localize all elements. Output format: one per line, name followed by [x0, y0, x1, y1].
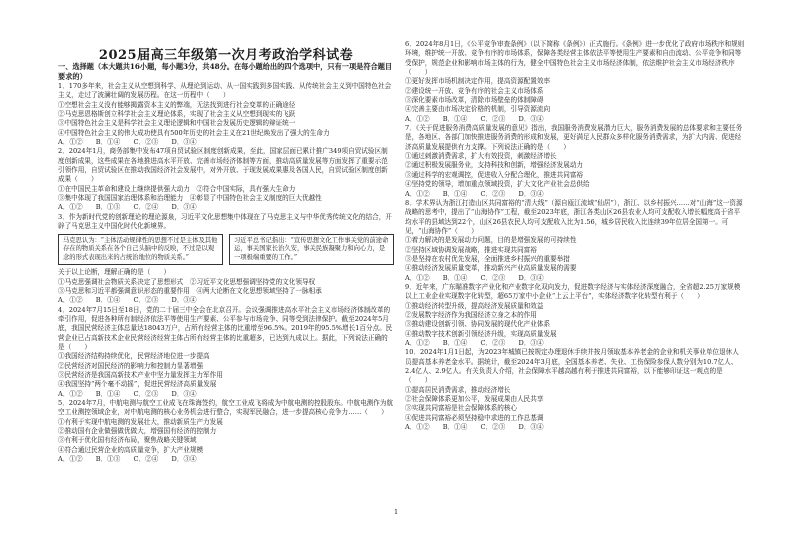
answer-choices: A．①② B．①③ C．②④ D．③④ — [58, 203, 197, 212]
answer-choices: A．①② B．①④ C．②③ D．③④ — [405, 114, 544, 123]
option-line: ②马克思恩格斯创立科学社会主义理论体系，实现了社会主义从空想到现实的飞跃 — [58, 110, 296, 119]
question-line: 7．《关于促进服务消费高质量发展的意见》指出，我国服务消费发展潜力巨大，服务消费发展的总体要求和主要任务是，各地区、各部门加快推进服务消费的形成和发展，更好满足人民群众多样化服务消费需求，为扩大内需、促进经济高质量发展提供有力支撑。下列说法正确的是（ ） — [405, 124, 743, 151]
answer-choices: A．①② B．①③ C．②④ D．③④ — [58, 455, 197, 464]
question-line: 6．2024年8月1日，《公平竞争审查条例》（以下简称《条例》）正式施行。《条例》进一步优化了政府市场秩序和规则环境，维护统一开放、竞争有序的市场体系，保障各类经营主体依法平等使用生产要素和自由流动、公平竞争和同等受保护，规范企业和影响市场主体的行为，健全中国特色社会主义市场经济体制，依法维护社会主义市场经济秩序（ ） — [405, 40, 745, 77]
question-line: 2．2024年1月，商务部集中发布47项自贸试验区制度创新成果，至此，国家层面已累计推广349项自贸试验区制度创新成果，这些成果在各地推进高水平开放、完善市场经济体制等方面，推动高质量发展等方面发挥了重要示范引领作用，自贸试验区在推动我国经济社会发展中，对外开放、于现发展成果惠及各国人民，自贸试验区制度创新成果（ ） — [58, 147, 388, 184]
answer-choices: A．①② B．①④ C．②③ D．③④ — [58, 296, 197, 305]
question-line: 8．学术界认为浙江打造山区共同富裕的“清大线”（源自瓯江流域“仙居”），浙江、以乡村振兴……对“山海”这一资源战略的思考中，提出了“山海协作”工程，截至2023年底，浙江各类山区26县农业人均可支配收入增长幅度高于省平均水平的县域达到22个，山区26县农民人均可支配收入比为1.56，城乡居民收入比连续39年位居全国第一。可见，“山海协作”（ ） — [405, 198, 743, 235]
quote-boxes — [58, 234, 394, 266]
option-line: ④推动数字技术创新引领经济升级，实现高质量发展 — [405, 329, 557, 338]
option-line: ③通过科学的宏观调控，促进收入分配合理化，推进共同富裕 — [405, 170, 584, 179]
answer-choices: A．①② B．①④ C．②③ D．③④ — [405, 189, 544, 198]
section-heading: 一、选择题（本大题共16小题，每小题3分，共48分。在每小题给出的四个选项中，只有一项是符合题目要求的） — [58, 62, 393, 81]
option-line: ④中国特色社会主义的伟大成功使具有500年历史的社会主义在21世纪焕发出了强大的生命力 — [58, 128, 330, 137]
option-line: ①提高居民消费需求，推动经济增长 — [405, 385, 511, 394]
option-line: ③有利于优化国有经济布局，聚焦战略关键领域 — [58, 436, 197, 445]
option-line: ③是坚持在农村优先发展，全面推进乡村振兴的重要举措 — [405, 254, 570, 263]
option-line: ③集中体现了我国国家治理体系和治理能力 ④彰显了中国特色社会主义制度的巨大优越性 — [58, 194, 322, 203]
question-line: 5．2024年7月，中航电测与航空工业成飞在珠海签约，航空工业成飞将成为中航电测的控股股东。中航电测作为航空工业测控领域企业，对中航电测的核心业务机会进行整合，实现军民融合，进一步提高核心竞争力……（ ） — [58, 399, 394, 417]
right-column — [405, 40, 745, 432]
quote-box-xi: 习近平总书记指出：“宣传思想文化工作事关党的前途命运，事关国家长治久安，事关民族凝聚力和向心力，是一项极端重要的工作。” — [229, 234, 394, 266]
question-line: 1．170多年来，社会主义从空想到科学、从理论到运动、从一国实践到多国实践、从传统社会主义到中国特色社会主义，走过了波澜壮阔的发展历程。在这一历程中（ ） — [58, 82, 392, 100]
question-line: 关于以上论断，理解正确的是（ ） — [58, 268, 171, 277]
option-line: ①通过刺激消费需求，扩大有效投资，刺激经济增长 — [405, 152, 557, 161]
option-line: ①有利于实现中航电测的发展壮大，推动新质生产力发展 — [58, 417, 223, 426]
quote-box-marx: 马克思认为：“主体活动规律性的思想不过是主体及其他存在的物质关系在各个自己头脑中的反映，不过是以观念的形式表现出来的占统治地位的物质关系。” — [58, 234, 223, 266]
option-line: ①空想社会主义没有能够揭露资本主义的弊端，无法找到进行社会变革的正确途径 — [58, 100, 296, 109]
answer-choices: A．①② B．①④ C．②③ D．③④ — [405, 273, 544, 282]
option-line: ①推动经济转型升级，提高经济发展质量和效益 — [405, 301, 544, 310]
option-line: ①更好发挥市场机制决定作用，提高资源配置效率 — [405, 77, 551, 86]
answer-choices: A．①② B．①④ C．②③ D．③④ — [58, 138, 197, 147]
option-line: ①我国经济结构持续优化，民营经济地位进一步提高 — [58, 352, 210, 361]
option-line: ④促进共同富裕必须坚持稳中求进的工作总基调 — [405, 413, 544, 422]
question-line: 10．2024年1月1日起，为2023年城镇已按规定办理退休手续并按月领取基本养老金的企业和机关事业单位退休人员提高基本养老金水平。据统计，截至2024年3月底，全国基本养老、失业、工伤保险参保人数分别为10.7亿人、2.4亿人、2.9亿人。有关负责人介绍，社会保障水平越高越有利于推进共同富裕，以下能够印证这一观点的是（ ） — [405, 348, 739, 385]
option-line: ②坚持区域协调发展战略，推进实现共同富裕 — [405, 245, 537, 254]
exam-title: 2025届高三年级第一次月考政治学科试卷 — [98, 48, 354, 63]
left-column — [58, 82, 394, 465]
question-line: 4．2024年7月15日至18日，党的二十届三中全会在北京召开。会议强调推进高水平社会主义市场经济体制改革的牵引作用，促进各种所有制经济依法平等使用生产要素、公平参与市场竞争、同等受到法律保护。截至2024年5月底，我国民营经济主体总量达18043万户，占所有经营主体的比重增至96.5%。2019年的95.5%增长1百分点。民营企业已占高新技术企业民营经济经营主体占所有经营主体的比重超多，已达到九成以上。据此，下列说法正确的是（ ） — [58, 305, 393, 352]
option-line: ③深化要素市场改革，清除市场壁垒的体制障碍 — [405, 96, 544, 105]
option-line: ③马克思和习近平都强调意识形态的重要作用 ④两大论断在文化思想领域坚持了一脉相承 — [58, 286, 322, 295]
option-line: ③中国特色社会主义是科学社会主义理论逻辑和中国社会发展历史逻辑的辩证统一 — [58, 119, 296, 128]
option-line: ④推动经济发展质量变革，推动新兴产业高质量发展的需要 — [405, 264, 577, 273]
option-line: ②民营经济对国民经济的影响力和控制力显著增强 — [58, 361, 204, 370]
option-line: ③实现共同富裕是社会保障体系的核心 — [405, 404, 518, 413]
question-line: 9．近年来，广东瞄准数字产业化和产业数字化双向发力，促进数字经济与实体经济深度融合，全省超2.25万家规模以上工业企业实现数字化转型，超65万家中小企业“上云上平台”，实体经济数字化转型有利于（ ） — [405, 282, 741, 301]
answer-choices: A．①② B．①④ C．②③ D．③④ — [405, 339, 544, 347]
option-line: ①着力解决的是发展动力问题，目的是增强发展的可持续性 — [405, 236, 577, 245]
option-line: ①在中国民主革命和建设上继续提供强大动力 ②符合中国实际，具有强大生命力 — [58, 184, 296, 193]
option-line: ④完善主要由市场决定价格的机制，引导资源流向 — [405, 105, 551, 114]
option-line: ②社会保障体系更加公平，发展成果由人民共享 — [405, 395, 544, 404]
page-number: 1 — [394, 508, 399, 516]
option-line: ②通过积极发展服务业，支持科技和创新，增强经济发展动力 — [405, 161, 584, 170]
option-line: ①马克思强调社会物质关系决定了思想形式 ②习近平文化思想强调坚持党的文化领导权 — [58, 277, 316, 286]
answer-choices: A．①② B．①④ C．②③ D．③④ — [405, 423, 544, 432]
option-line: ③民营经济是我国高新技术产业中坚力量发挥主力军作用 — [58, 371, 223, 380]
option-line: ②推动国有企业做强做优做大，增强国有经济的控制力 — [58, 427, 217, 436]
option-line: ④符合通过民营企业的高质量竞争，扩大产业规模 — [58, 445, 204, 454]
option-line: ④坚持党的领导，增加重点领域投资，扩大文化产业社会总供给 — [405, 180, 590, 189]
question-line: 3．作为新时代党的创新理论的理论源泉，习近平文化思想集中体现在了马克思主义与中华优秀传统文化的结合，开辟了马克思主义中国化时代化新境界。 — [58, 212, 392, 231]
option-line: ④我国坚持“两个毫不动摇”，促进民营经济高质量发展 — [58, 380, 217, 389]
answer-choices: A．①② B．①④ C．②③ D．③④ — [58, 389, 197, 398]
option-line: ②发展数字经济作为我国经济立身之本的作用 — [405, 310, 537, 319]
option-line: ③推动建设创新引领、协同发展的现代化产业体系 — [405, 320, 551, 329]
option-line: ②建设统一开放、竞争有序的社会主义市场体系 — [405, 86, 544, 95]
